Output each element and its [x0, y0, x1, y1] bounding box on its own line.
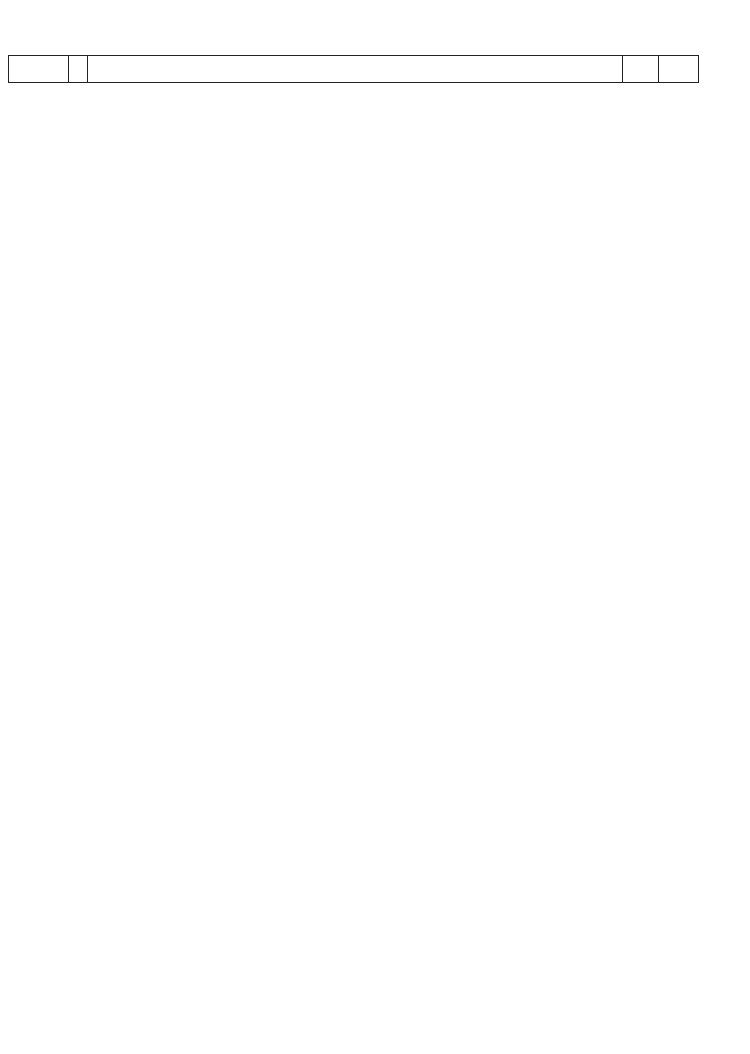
header-date [9, 56, 69, 83]
header-result [623, 56, 659, 83]
header-row [9, 56, 699, 83]
schedule-table [8, 55, 699, 83]
header-content [88, 56, 623, 83]
header-weekday [69, 56, 88, 83]
header-staff [659, 56, 699, 83]
